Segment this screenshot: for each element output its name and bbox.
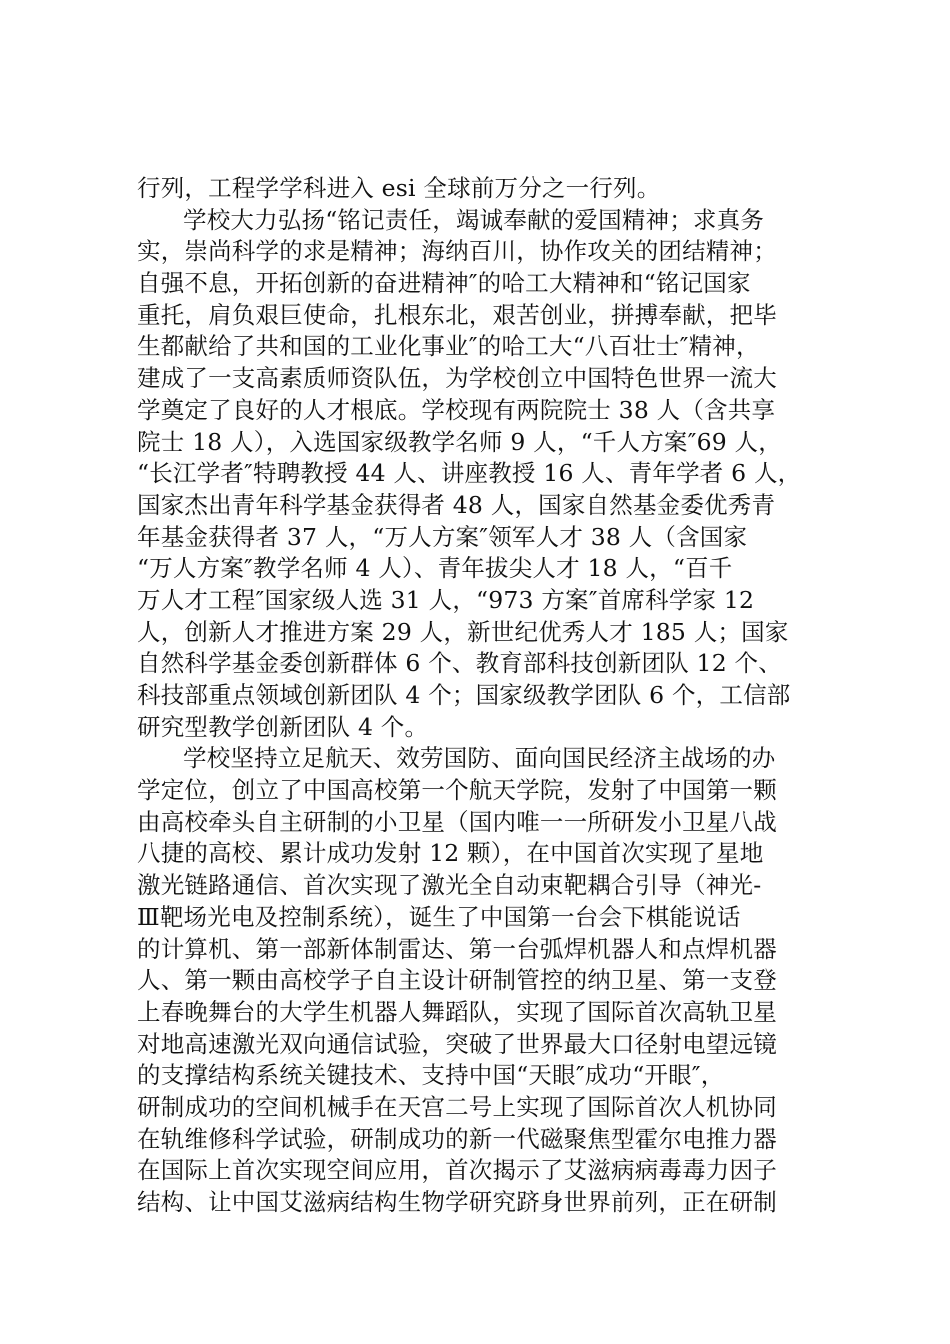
- text-line: Ⅲ靶场光电及控制系统），诞生了中国第一台会下棋能说话: [137, 902, 741, 931]
- text-line: 万人才工程″国家级人选 31 人，“973 方案″首席科学家 12: [137, 585, 755, 614]
- text-line: 学定位，创立了中国高校第一个航天学院，发射了中国第一颗: [137, 776, 777, 805]
- text-line: “万人方案″教学名师 4 人）、青年拔尖人才 18 人，“百千: [137, 554, 733, 583]
- text-line: 人、第一颗由高校学子自主设计研制管控的纳卫星、第一支登: [137, 966, 777, 995]
- text-line: 由高校牵头自主研制的小卫星（国内唯一一所研发小卫星八战: [137, 807, 777, 836]
- text-line: 自然科学基金委创新群体 6 个、教育部科技创新团队 12 个、: [137, 649, 782, 678]
- text-line: 结构、让中国艾滋病结构生物学研究跻身世界前列，正在研制: [137, 1188, 777, 1216]
- text-line: 在国际上首次实现空间应用，首次揭示了艾滋病病毒毒力因子: [137, 1156, 777, 1185]
- text-line: 上春晚舞台的大学生机器人舞蹈队，实现了国际首次高轨卫星: [137, 997, 777, 1026]
- text-line: 院士 18 人），入选国家级教学名师 9 人，“千人方案″69 人，: [137, 427, 782, 456]
- text-line: 行列，工程学学科进入 esi 全球前万分之一行列。: [137, 174, 661, 202]
- text-line: 自强不息，开拓创新的奋进精神″的哈工大精神和“铭记国家: [137, 269, 751, 298]
- text-line: 重托，肩负艰巨使命，扎根东北，艰苦创业，拼搏奉献，把毕: [137, 300, 777, 329]
- paragraph-start-line: 学校大力弘扬“铭记责任，竭诚奉献的爱国精神；求真务: [183, 205, 765, 234]
- text-line: 国家杰出青年科学基金获得者 48 人，国家自然基金委优秀青: [137, 490, 776, 519]
- text-line: 研制成功的空间机械手在天宫二号上实现了国际首次人机协同: [137, 1092, 777, 1121]
- text-line: 八捷的高校、累计成功发射 12 颗），在中国首次实现了星地: [137, 839, 764, 868]
- text-line: 激光链路通信、首次实现了激光全自动束靶耦合引导（神光-: [137, 871, 762, 900]
- text-line: 在轨维修科学试验，研制成功的新一代磁聚焦型霍尔电推力器: [137, 1124, 777, 1153]
- text-line: 的计算机、第一部新体制雷达、第一台弧焊机器人和点焊机器: [137, 934, 777, 963]
- body-text: [137, 173, 827, 1219]
- text-line: 实，崇尚科学的求是精神；海纳百川，协作攻关的团结精神；: [137, 237, 777, 266]
- paragraph-start-line: 学校坚持立足航天、效劳国防、面向国民经济主战场的办: [183, 744, 776, 773]
- text-line: 年基金获得者 37 人，“万人方案″领军人才 38 人（含国家: [137, 522, 748, 551]
- text-line: 的支撑结构系统关键技术、支持中国“天眼″成功“开眼″，: [137, 1061, 725, 1090]
- text-line: 研究型教学创新团队 4 个。: [137, 712, 429, 741]
- text-line: 人，创新人才推进方案 29 人，新世纪优秀人才 185 人；国家: [137, 617, 789, 646]
- text-line: 学奠定了良好的人才根底。学校现有两院院士 38 人（含共享: [137, 395, 776, 424]
- text-line: 对地高速激光双向通信试验，突破了世界最大口径射电望远镜: [137, 1029, 777, 1058]
- text-line: “长江学者″特聘教授 44 人、讲座教授 16 人、青年学者 6 人，: [137, 459, 802, 488]
- text-line: 科技部重点领域创新团队 4 个；国家级教学团队 6 个，工信部: [137, 681, 791, 709]
- text-line: 生都献给了共和国的工业化事业″的哈工大“八百壮士″精神，: [137, 332, 760, 361]
- text-line: 建成了一支高素质师资队伍，为学校创立中国特色世界一流大: [137, 364, 777, 393]
